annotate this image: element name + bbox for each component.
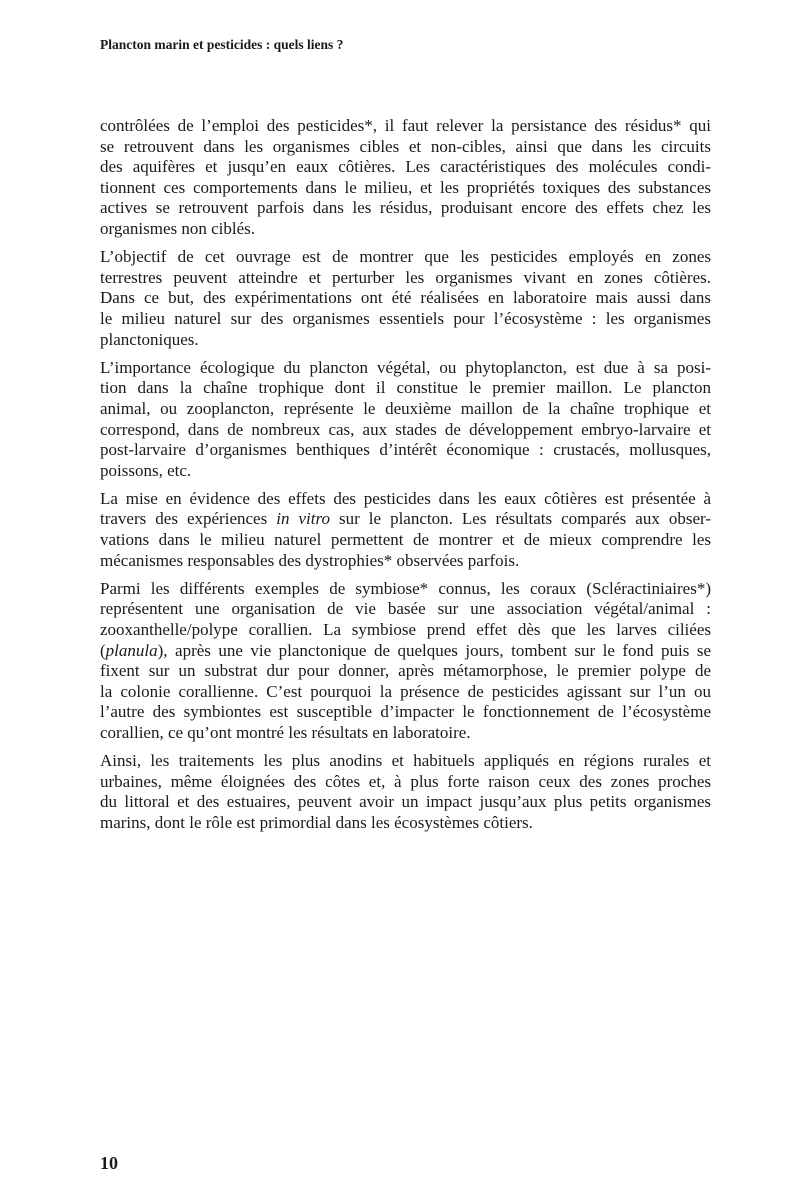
- text-line: planctoniques.: [100, 329, 199, 349]
- text-line: Ainsi, les traitements les plus anodins et habituels appliqués en régions rurales et: [100, 751, 711, 771]
- text-line: post-larvaire d’organismes benthiques d’intérêt économique : crustacés, mollusques,: [100, 440, 711, 460]
- text-line: animal, ou zooplancton, représente le deuxième maillon de la chaîne trophique et: [100, 398, 711, 418]
- text-line: Parmi les différents exemples de symbiose* connus, les coraux (Scléractiniaires*): [100, 578, 711, 598]
- paragraph: [100, 116, 711, 240]
- text-line: mécanismes responsables des dystrophies* observées parfois.: [100, 550, 520, 570]
- text-line: Dans ce but, des expérimentations ont été réalisées en laboratoire mais aussi dans: [100, 288, 711, 308]
- body-text: [100, 116, 711, 841]
- text-line: vations dans le milieu naturel permettent de montrer et de mieux comprendre les: [100, 530, 711, 550]
- text-line: corallien, ce qu’ont montré les résultats en laboratoire.: [100, 723, 471, 742]
- text-line: la colonie corallienne. C’est pourquoi la présence de pesticides agissant sur l’un ou: [100, 681, 711, 701]
- text-line: marins, dont le rôle est primordial dans les écosystèmes côtiers.: [100, 812, 533, 832]
- text-line: L’importance écologique du plancton végétal, ou phytoplancton, est due à sa posi-: [100, 357, 711, 377]
- text-line: zooxanthelle/polype corallien. La symbiose prend effet dès que les larves ciliées: [100, 620, 711, 640]
- text-line: [100, 641, 711, 662]
- text-segment: ), après une vie planctonique de quelques jours, tombent sur le fond puis se: [157, 640, 711, 660]
- italic-term: in vitro: [276, 509, 330, 529]
- text-segment: (: [100, 640, 106, 660]
- text-segment: sur le plancton. Les résultats comparés aux obser-: [329, 509, 712, 529]
- text-line: l’autre des symbiontes est susceptible d’impacter le fonctionnement de l’écosystème: [100, 702, 711, 722]
- text-line: tionnent ces comportements dans le milieu, et les propriétés toxiques des substances: [100, 177, 711, 197]
- text-line: [100, 509, 711, 530]
- text-line: des aquifères et jusqu’en eaux côtières. Les caractéristiques des molécules condi-: [100, 157, 711, 177]
- text-line: contrôlées de l’emploi des pesticides*, il faut relever la persistance des résidus* qui: [100, 116, 711, 135]
- paragraph: [100, 358, 711, 482]
- text-line: organismes non ciblés.: [100, 218, 256, 238]
- text-line: tion dans la chaîne trophique dont il constitue le premier maillon. Le plancton: [100, 378, 711, 398]
- paragraph: [100, 579, 711, 744]
- text-line: fixent sur un substrat dur pour donner, après métamorphose, le premier polype de: [100, 661, 711, 681]
- text-line: urbaines, même éloignées des côtes et, à plus forte raison ceux des zones proches: [100, 771, 711, 791]
- text-line: du littoral et des estuaires, peuvent avoir un impact jusqu’aux plus petits organismes: [100, 792, 711, 812]
- text-line: La mise en évidence des effets des pesticides dans les eaux côtières est présentée à: [100, 488, 711, 508]
- text-segment: travers des expériences: [100, 509, 277, 529]
- italic-term: planula: [105, 640, 158, 660]
- paragraph: [100, 489, 711, 571]
- text-line: correspond, dans de nombreux cas, aux stades de développement embryo-larvaire et: [100, 419, 711, 439]
- paragraph: [100, 751, 711, 833]
- text-line: se retrouvent dans les organismes cibles et non-cibles, ainsi que dans les circuits: [100, 136, 711, 156]
- page-number: 10: [100, 1153, 118, 1173]
- text-line: terrestres peuvent atteindre et perturber les organismes vivant en zones côtières.: [100, 267, 711, 287]
- text-line: le milieu naturel sur des organismes essentiels pour l’écosystème : les organismes: [100, 308, 711, 328]
- text-line: L’objectif de cet ouvrage est de montrer que les pesticides employés en zones: [100, 247, 711, 267]
- text-line: représentent une organisation de vie basée sur une association végétal/animal :: [100, 599, 711, 619]
- running-head: Plancton marin et pesticides : quels liens ?: [100, 37, 344, 52]
- text-line: actives se retrouvent parfois dans les résidus, produisant encore des effets chez les: [100, 198, 711, 218]
- paragraph: [100, 247, 711, 350]
- text-line: poissons, etc.: [100, 460, 192, 480]
